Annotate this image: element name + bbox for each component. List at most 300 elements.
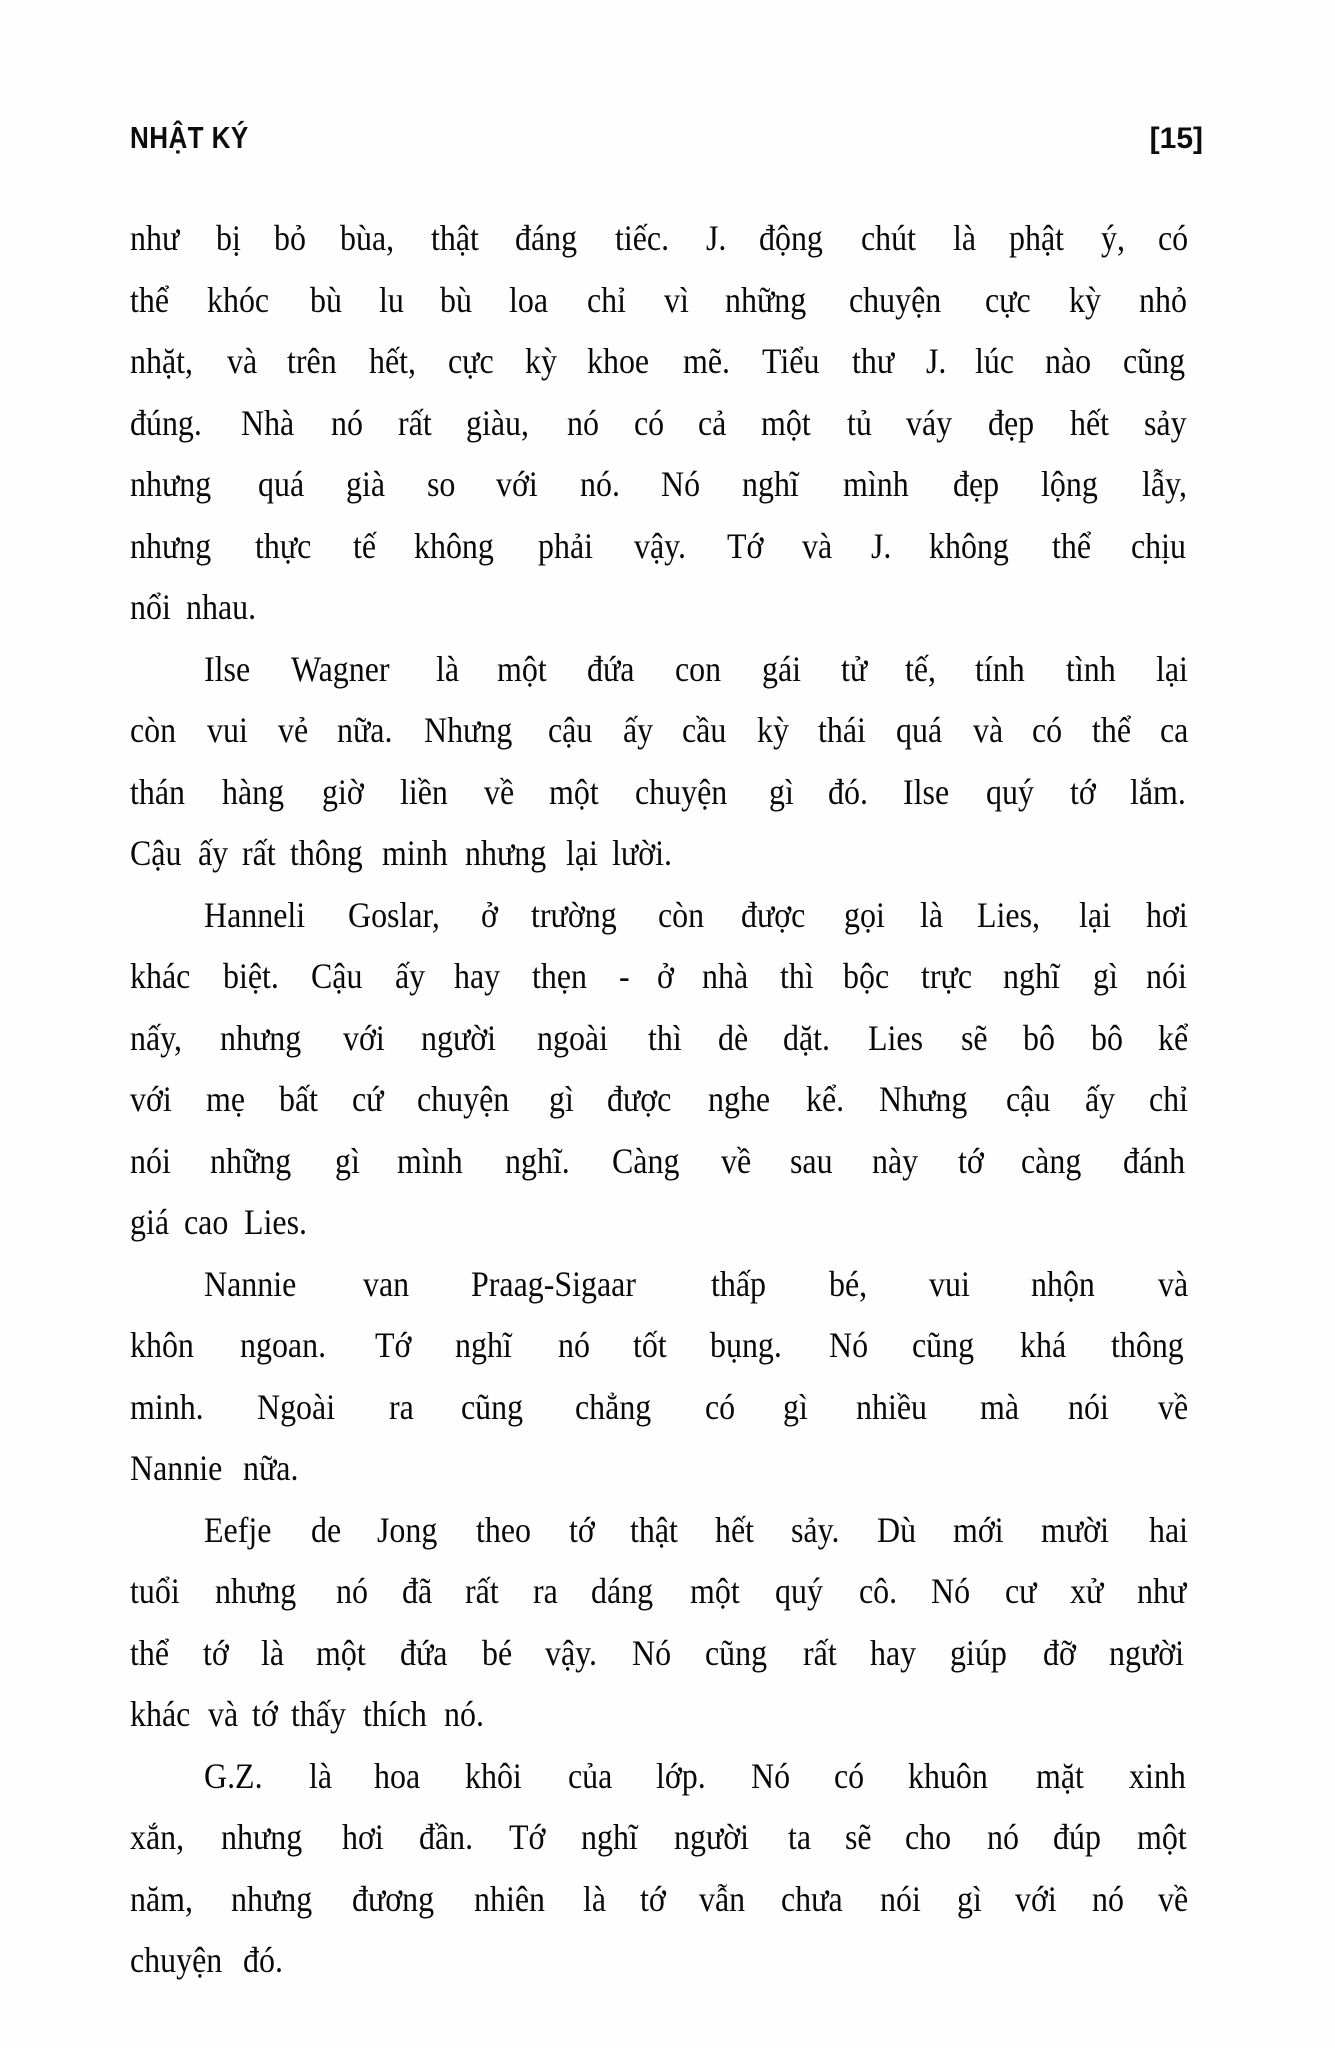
word: thì: [779, 956, 814, 996]
word: nhiên: [473, 1878, 545, 1919]
word: thông: [1110, 1325, 1184, 1365]
word: vậy.: [544, 1632, 597, 1673]
word: lu: [378, 279, 404, 320]
word: cũng: [911, 1325, 974, 1365]
word: quá: [257, 464, 304, 504]
word: Nó: [632, 1632, 672, 1673]
word: gái: [761, 648, 802, 689]
word: nữa.: [336, 710, 393, 750]
word: gì: [783, 1386, 809, 1427]
word: rất: [241, 833, 276, 873]
word: nó: [557, 1325, 590, 1365]
word: được: [606, 1079, 671, 1119]
word: J.: [705, 218, 727, 258]
text-line: [130, 700, 1192, 762]
word: Tớ: [726, 525, 764, 566]
word: một: [315, 1632, 366, 1673]
word: năm,: [130, 1878, 193, 1919]
word: một: [760, 402, 811, 443]
word: theo: [475, 1509, 531, 1550]
text-line: [130, 1623, 1192, 1685]
word: ca: [1160, 710, 1189, 750]
word: Nannie: [130, 1448, 223, 1488]
word: Tiểu: [761, 341, 820, 381]
word: mặt: [1035, 1755, 1084, 1796]
word: đúng.: [130, 402, 202, 443]
word: hơi: [1145, 894, 1188, 935]
word: mà: [979, 1386, 1019, 1427]
word: hay: [454, 956, 501, 996]
word: khá: [1020, 1325, 1067, 1365]
word: được: [740, 894, 806, 935]
word: váy: [905, 402, 952, 443]
word: Praag-Sigaar: [471, 1263, 637, 1304]
word: nó.: [579, 464, 620, 504]
word: một: [689, 1571, 740, 1611]
word: lười.: [612, 833, 673, 873]
word: khóc: [207, 279, 270, 320]
word: gì: [769, 771, 794, 812]
word: hết: [1070, 402, 1110, 443]
word: lại: [1156, 648, 1189, 689]
word: nhưng: [230, 1878, 312, 1919]
word: khoe: [587, 341, 650, 381]
word: Wagner: [290, 648, 390, 689]
word: nhỏ: [1138, 279, 1187, 320]
word: rất: [465, 1571, 499, 1611]
word: sẽ: [844, 1817, 872, 1857]
word: sảy.: [790, 1509, 840, 1550]
word: thích: [362, 1694, 427, 1734]
word: sẽ: [961, 1017, 988, 1058]
word: Lies,: [977, 894, 1041, 935]
word: tuổi: [130, 1571, 180, 1611]
word: bù: [440, 279, 473, 320]
word: cầu: [681, 710, 727, 750]
paragraph: [130, 1500, 1192, 1746]
word: mình: [842, 464, 909, 504]
word: Hanneli: [204, 894, 306, 935]
word: tớ: [1070, 771, 1096, 812]
word: chỉ: [586, 279, 626, 320]
word: bù: [309, 279, 342, 320]
word: với: [1014, 1878, 1057, 1919]
word: đẹp: [952, 464, 999, 504]
word: kỳ: [524, 341, 557, 381]
word: bị: [215, 218, 241, 258]
text-line: [130, 1438, 1192, 1500]
paragraph: [130, 639, 1192, 885]
word: động: [759, 218, 823, 258]
word: cực: [447, 341, 494, 381]
word: khôi: [464, 1755, 522, 1796]
word: lại: [1078, 894, 1111, 935]
word: của: [567, 1755, 612, 1796]
word: bụng.: [709, 1325, 782, 1365]
word: ngoài: [536, 1017, 608, 1058]
word: đánh: [1122, 1140, 1185, 1181]
word: kỳ: [1069, 279, 1102, 320]
word: thì: [647, 1017, 682, 1058]
word: giúp: [950, 1632, 1008, 1673]
word: hai: [1148, 1509, 1188, 1550]
word: nói: [1068, 1386, 1109, 1427]
word: nào: [1044, 341, 1092, 381]
word: một: [1136, 1817, 1187, 1857]
text-line: [130, 1069, 1192, 1131]
word: tốt: [632, 1325, 667, 1365]
word: có: [704, 1386, 736, 1427]
word: người: [1108, 1632, 1184, 1673]
word: cư: [1004, 1571, 1037, 1611]
word: có: [834, 1755, 865, 1796]
word: hoa: [373, 1755, 421, 1796]
text-line: [130, 331, 1192, 393]
word: là: [308, 1755, 332, 1796]
word: vì: [663, 279, 689, 320]
word: Ilse: [903, 771, 950, 812]
word: tớ: [251, 1694, 278, 1734]
word: Tớ: [375, 1325, 412, 1365]
word: không: [413, 525, 494, 566]
word: giàu,: [466, 402, 530, 443]
word: liền: [399, 771, 448, 812]
word: cô.: [858, 1571, 897, 1611]
word: khôn: [130, 1325, 194, 1365]
word: kể: [1158, 1017, 1189, 1058]
word: và: [1158, 1263, 1189, 1304]
word: nói: [130, 1140, 171, 1181]
word: chuyện: [848, 279, 942, 320]
word: chịu: [1130, 525, 1186, 566]
word: cứ: [352, 1079, 384, 1119]
word: với: [130, 1079, 172, 1119]
word: Nó: [661, 464, 701, 504]
word: Nó: [751, 1755, 791, 1796]
word: đó.: [243, 1940, 284, 1980]
text-line: [130, 885, 1192, 947]
word: gọi: [843, 894, 885, 935]
word: ra: [388, 1386, 414, 1427]
word: với: [342, 1017, 385, 1058]
word: bé: [482, 1632, 513, 1673]
word: lắm.: [1129, 771, 1186, 812]
word: -: [619, 956, 630, 996]
paragraph: [130, 1254, 1192, 1500]
word: đúp: [1052, 1817, 1101, 1857]
word: chuyện: [635, 771, 728, 812]
word: còn: [657, 894, 705, 935]
text-line: [130, 1008, 1192, 1070]
word: thái: [817, 710, 866, 750]
word: giá: [130, 1202, 170, 1242]
paragraph: [130, 885, 1192, 1254]
word: ấy: [394, 956, 425, 996]
word: nói: [880, 1878, 922, 1919]
word: lúc: [974, 341, 1014, 381]
page-number: [15]: [1149, 122, 1203, 155]
word: xinh: [1128, 1755, 1186, 1796]
word: J.: [925, 341, 947, 381]
word: nói: [1146, 956, 1188, 996]
word: chút: [860, 218, 916, 258]
word: ấy: [1085, 1079, 1116, 1119]
word: cũng: [704, 1632, 767, 1673]
word: và: [207, 1694, 238, 1734]
word: nghĩ: [1003, 956, 1061, 996]
word: nổi: [130, 587, 171, 627]
word: Goslar,: [347, 894, 440, 935]
text-line: [130, 454, 1192, 516]
word: dè: [717, 1017, 748, 1058]
word: thật: [630, 1509, 678, 1550]
word: những: [724, 279, 807, 320]
word: có: [1158, 218, 1189, 258]
word: vẫn: [699, 1878, 746, 1919]
word: chuyện: [130, 1940, 223, 1980]
word: cậu: [547, 710, 593, 750]
word: lẫy,: [1141, 464, 1187, 504]
word: và: [973, 710, 1004, 750]
word: trên: [286, 341, 337, 381]
word: nhưng: [130, 525, 212, 566]
word: trường: [531, 894, 618, 935]
word: này: [871, 1140, 918, 1181]
text-line: [130, 823, 1192, 885]
word: ấy: [197, 833, 228, 873]
word: khác: [130, 956, 191, 996]
word: chưa: [781, 1878, 843, 1919]
word: một: [548, 771, 599, 812]
word: thật: [431, 218, 479, 258]
word: nghĩ: [580, 1817, 638, 1857]
word: người: [674, 1817, 750, 1857]
word: một: [496, 648, 547, 689]
word: càng: [1021, 1140, 1082, 1181]
word: thư: [852, 341, 895, 381]
word: đứa: [587, 648, 635, 689]
word: nó: [986, 1817, 1019, 1857]
text-line: [130, 639, 1192, 701]
word: ra: [532, 1571, 558, 1611]
text-line: [130, 946, 1192, 1008]
word: J.: [870, 525, 892, 566]
word: vẻ: [277, 710, 308, 750]
word: Lies.: [243, 1202, 307, 1242]
word: chuyện: [416, 1079, 510, 1119]
word: nhặt,: [130, 341, 193, 381]
word: hết,: [368, 341, 416, 381]
word: cả: [698, 402, 727, 443]
word: chẳng: [575, 1386, 652, 1427]
word: con: [675, 648, 722, 689]
word: bỏ: [273, 218, 306, 258]
paragraph: [130, 1746, 1192, 1992]
word: tớ: [569, 1509, 596, 1550]
word: là: [435, 648, 459, 689]
word: ấy: [622, 710, 653, 750]
word: Nhưng: [424, 710, 513, 750]
word: đần.: [418, 1817, 473, 1857]
word: cực: [985, 279, 1031, 320]
word: tiếc.: [614, 218, 669, 258]
text-line: [130, 1377, 1192, 1439]
word: Cậu: [311, 956, 363, 996]
word: là: [952, 218, 976, 258]
word: nấy,: [130, 1017, 183, 1058]
body-text: [130, 208, 1192, 1992]
word: về: [1158, 1386, 1189, 1427]
text-line: [130, 1131, 1192, 1193]
word: nó: [567, 402, 600, 443]
word: nó: [1092, 1878, 1125, 1919]
word: tớ: [957, 1140, 984, 1181]
word: nhưng: [130, 464, 212, 504]
word: về: [721, 1140, 752, 1181]
word: Nannie: [204, 1263, 297, 1304]
word: minh.: [130, 1386, 204, 1427]
word: mẹ: [206, 1079, 246, 1119]
word: nhau.: [186, 587, 257, 627]
text-line: [130, 1746, 1192, 1808]
word: như: [130, 218, 180, 258]
word: chỉ: [1148, 1079, 1188, 1119]
word: G.Z.: [204, 1755, 263, 1796]
word: cậu: [1006, 1079, 1051, 1119]
word: đứa: [400, 1632, 448, 1673]
word: sau: [789, 1140, 833, 1181]
paragraph: [130, 208, 1192, 639]
word: hàng: [222, 771, 285, 812]
word: kỳ: [756, 710, 789, 750]
word: nghĩ: [455, 1325, 513, 1365]
word: ý,: [1100, 218, 1125, 258]
word: so: [426, 464, 456, 504]
word: nhộn: [1030, 1263, 1095, 1304]
word: lộng: [1041, 464, 1099, 504]
word: Lies: [867, 1017, 923, 1058]
word: là: [583, 1878, 607, 1919]
word: thể: [1052, 525, 1092, 566]
word: hơi: [341, 1817, 384, 1857]
word: còn: [130, 710, 177, 750]
word: nó.: [444, 1694, 485, 1734]
word: tớ: [202, 1632, 229, 1673]
word: nó: [335, 1571, 368, 1611]
word: gì: [956, 1878, 982, 1919]
word: trực: [920, 956, 972, 996]
word: thông: [290, 833, 363, 873]
word: đương: [351, 1878, 434, 1919]
word: van: [363, 1263, 410, 1304]
text-line: [130, 516, 1192, 578]
word: nhà: [702, 956, 749, 996]
text-line: [130, 1500, 1192, 1562]
word: tử: [840, 648, 867, 689]
running-head-title: NHẬT KÝ: [130, 120, 249, 155]
word: de: [311, 1509, 342, 1550]
word: Cậu: [130, 833, 182, 873]
word: cũng: [1122, 341, 1185, 381]
word: khuôn: [907, 1755, 988, 1796]
word: vậy.: [633, 525, 686, 566]
word: hay: [869, 1632, 916, 1673]
word: hết: [715, 1509, 755, 1550]
word: quá: [896, 710, 943, 750]
word: Eefje: [204, 1509, 272, 1550]
word: rất: [803, 1632, 837, 1673]
word: Càng: [611, 1140, 680, 1181]
text-line: [130, 208, 1192, 270]
word: thể: [130, 279, 170, 320]
text-line: [130, 1930, 1192, 1992]
word: quý: [985, 771, 1034, 812]
word: cũng: [461, 1386, 524, 1427]
word: tính: [975, 648, 1025, 689]
word: có: [633, 402, 664, 443]
word: già: [346, 464, 386, 504]
text-line: [130, 577, 1192, 639]
word: gì: [1092, 956, 1118, 996]
word: bé,: [829, 1263, 868, 1304]
word: tớ: [639, 1878, 666, 1919]
running-head: [130, 120, 1203, 166]
word: đã: [401, 1571, 432, 1611]
word: phải: [537, 525, 593, 566]
word: với: [495, 464, 538, 504]
word: phật: [1009, 218, 1065, 258]
word: thấy: [291, 1694, 347, 1734]
word: nhưng: [465, 833, 547, 873]
word: tế: [353, 525, 377, 566]
word: đỡ: [1042, 1632, 1076, 1673]
word: lớp.: [656, 1755, 707, 1796]
word: nhưng: [220, 1017, 302, 1058]
word: bô: [1090, 1017, 1123, 1058]
word: biệt.: [223, 956, 280, 996]
text-line: [130, 762, 1192, 824]
word: Jong: [376, 1509, 438, 1550]
word: vui: [928, 1263, 970, 1304]
word: nó: [331, 402, 364, 443]
word: nghĩ.: [505, 1140, 570, 1181]
word: vui: [206, 710, 248, 750]
word: là: [920, 894, 944, 935]
word: sảy: [1144, 402, 1188, 443]
word: ở: [657, 956, 675, 996]
word: đó.: [827, 771, 868, 812]
word: kể.: [806, 1079, 845, 1119]
word: Dù: [877, 1509, 917, 1550]
word: Nhà: [240, 402, 295, 443]
word: Tớ: [509, 1817, 546, 1857]
word: có: [1032, 710, 1063, 750]
word: mới: [952, 1509, 1004, 1550]
word: thấp: [711, 1263, 767, 1304]
word: thực: [255, 525, 312, 566]
word: bộc: [843, 956, 890, 996]
word: cho: [904, 1817, 951, 1857]
text-line: [130, 1684, 1192, 1746]
word: bất: [279, 1079, 319, 1119]
word: mười: [1040, 1509, 1109, 1550]
word: Nó: [931, 1571, 971, 1611]
word: bô: [1022, 1017, 1055, 1058]
word: thể: [1091, 710, 1131, 750]
text-line: [130, 270, 1192, 332]
text-line: [130, 1561, 1192, 1623]
word: thẹn: [531, 956, 587, 996]
